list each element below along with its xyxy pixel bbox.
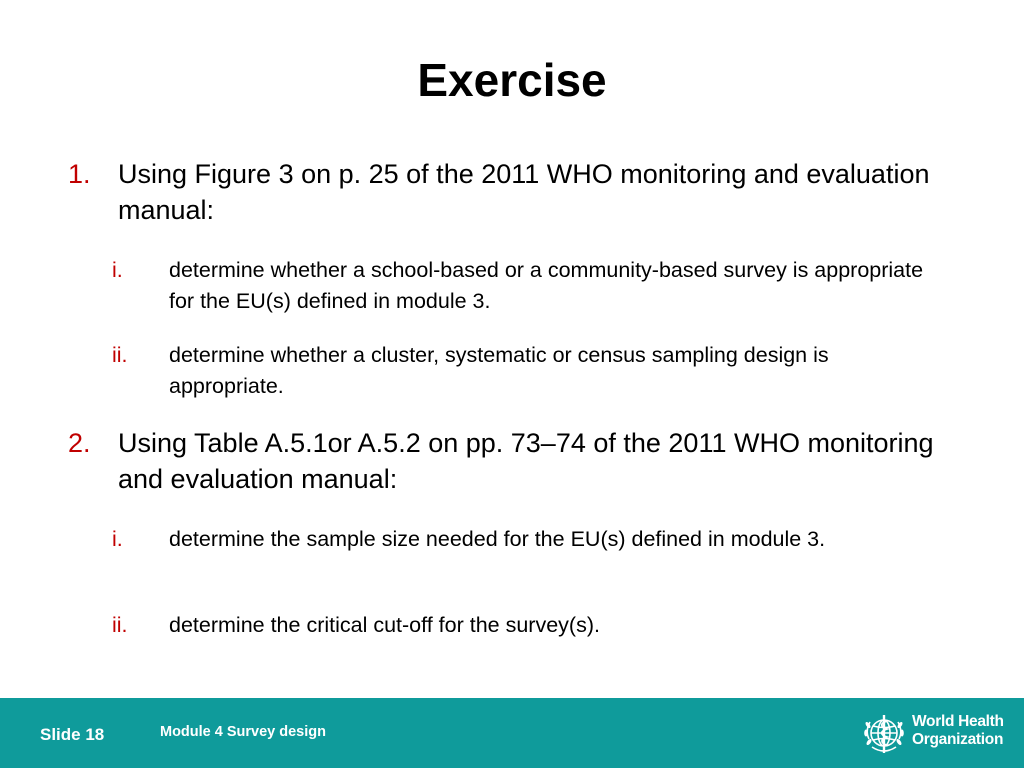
sub-item-text: determine whether a school-based or a community-based survey is appropriate for the EU(s) defined in module 3. bbox=[169, 258, 924, 313]
list-item-text: Using Figure 3 on p. 25 of the 2011 WHO monitoring and evaluation manual: bbox=[118, 159, 930, 225]
who-wordmark-line1: World Health bbox=[912, 713, 1004, 730]
who-logo bbox=[860, 707, 1010, 759]
who-wordmark bbox=[912, 713, 1004, 749]
slide-title: Exercise bbox=[417, 54, 607, 106]
sub-item-number: i. bbox=[112, 527, 123, 551]
sub-item-number: ii. bbox=[112, 613, 128, 637]
list-item-number: 2. bbox=[68, 428, 91, 458]
list-item-text: Using Table A.5.1or A.5.2 on pp. 73–74 of the 2011 WHO monitoring and evaluation manual: bbox=[118, 428, 934, 494]
sub-item-text: determine the critical cut-off for the survey(s). bbox=[169, 613, 600, 637]
sub-item-text: determine whether a cluster, systematic or census sampling design is appropriate. bbox=[169, 343, 829, 398]
footer-bar bbox=[0, 698, 1024, 768]
who-wordmark-line2: Organization bbox=[912, 731, 1004, 748]
list-item-number: 1. bbox=[68, 159, 91, 189]
sub-item-number: ii. bbox=[112, 343, 128, 367]
sub-item-text: determine the sample size needed for the EU(s) defined in module 3. bbox=[169, 527, 826, 551]
module-title: Module 4 Survey design bbox=[160, 724, 326, 740]
slide-number: Slide 18 bbox=[40, 725, 105, 744]
who-emblem-icon bbox=[860, 709, 908, 757]
sub-item-number: i. bbox=[112, 258, 123, 282]
